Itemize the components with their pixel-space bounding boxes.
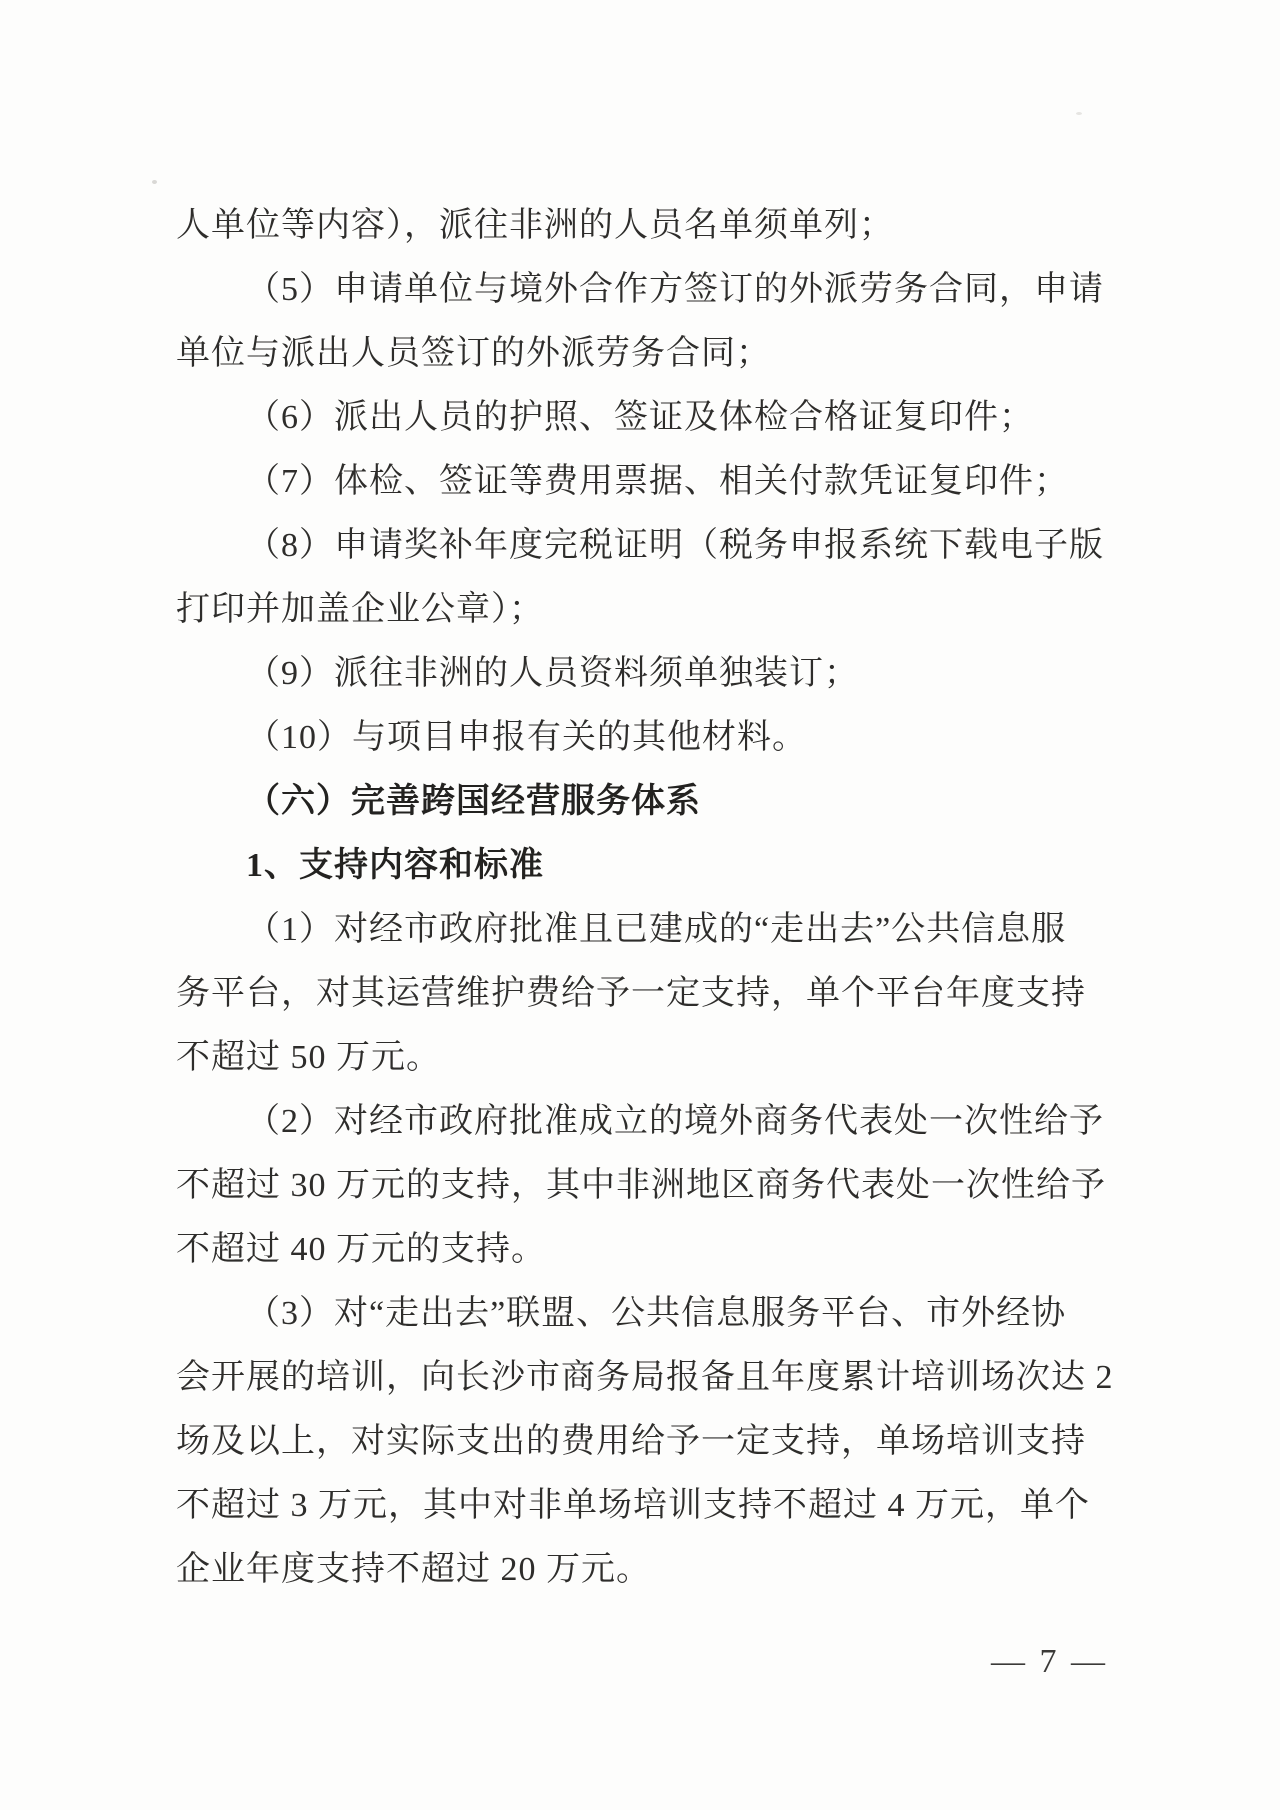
doc-line-5: （7）体检、签证等费用票据、相关付款凭证复印件； — [246, 463, 1069, 500]
doc-line-21: 不超过 3 万元，其中对非单场培训支持不超过 4 万元，单个 — [176, 1487, 1090, 1524]
doc-line-1: 人单位等内容），派往非洲的人员名单须单列； — [176, 207, 894, 244]
doc-line-14: 不超过 50 万元。 — [176, 1039, 441, 1076]
document-body — [176, 194, 1114, 1602]
subsection-heading: 1、支持内容和标准 — [246, 847, 544, 884]
doc-line-19: 会开展的培训，向长沙市商务局报备且年度累计培训场次达 2 — [176, 1359, 1114, 1396]
section-heading: （六）完善跨国经营服务体系 — [246, 783, 701, 820]
page-number: — 7 — — [991, 1643, 1108, 1680]
doc-line-9: （10）与项目申报有关的其他材料。 — [246, 719, 807, 756]
doc-line-12: （1）对经市政府批准且已建成的“走出去”公共信息服 — [246, 911, 1067, 948]
doc-line-7: 打印并加盖企业公章）； — [176, 591, 544, 628]
doc-line-13: 务平台，对其运营维护费给予一定支持，单个平台年度支持 — [176, 975, 1086, 1012]
doc-line-2: （5）申请单位与境外合作方签订的外派劳务合同，申请 — [246, 271, 1104, 308]
doc-line-17: 不超过 40 万元的支持。 — [176, 1231, 546, 1268]
doc-line-6: （8）申请奖补年度完税证明（税务申报系统下载电子版 — [246, 527, 1104, 564]
doc-line-16: 不超过 30 万元的支持，其中非洲地区商务代表处一次性给予 — [176, 1167, 1106, 1204]
scan-speck — [152, 180, 157, 184]
doc-line-3: 单位与派出人员签订的外派劳务合同； — [176, 335, 771, 372]
doc-line-8: （9）派往非洲的人员资料须单独装订； — [246, 655, 859, 692]
scan-speck — [1076, 112, 1082, 115]
doc-line-18: （3）对“走出去”联盟、公共信息服务平台、市外经协 — [246, 1295, 1067, 1332]
doc-line-20: 场及以上，对实际支出的费用给予一定支持，单场培训支持 — [176, 1423, 1086, 1460]
doc-line-15: （2）对经市政府批准成立的境外商务代表处一次性给予 — [246, 1103, 1104, 1140]
doc-line-22: 企业年度支持不超过 20 万元。 — [176, 1551, 651, 1588]
doc-line-4: （6）派出人员的护照、签证及体检合格证复印件； — [246, 399, 1034, 436]
